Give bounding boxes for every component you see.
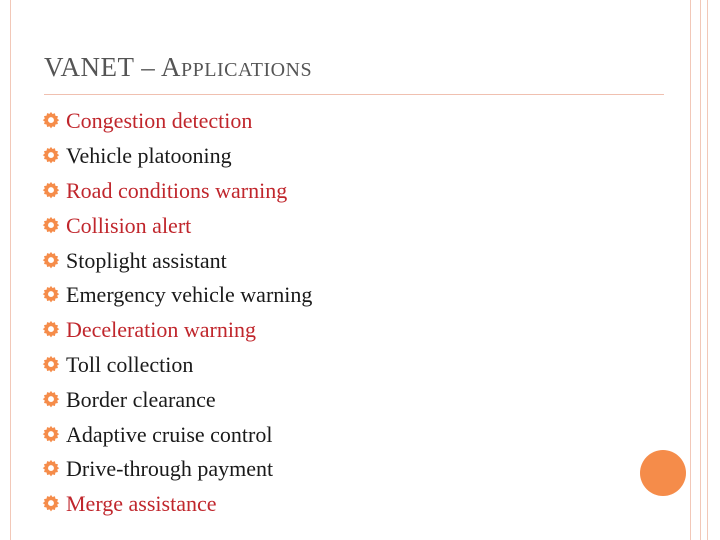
bullet-text: Stoplight assistant <box>66 247 227 273</box>
gear-icon <box>40 145 62 167</box>
bullet-item <box>40 208 312 243</box>
bullet-item <box>40 348 312 383</box>
bullet-item <box>40 487 312 522</box>
gear-icon <box>40 284 62 306</box>
title-dash: – A <box>134 52 182 82</box>
title-main: VANET <box>44 52 135 82</box>
bullet-text: Toll collection <box>66 351 194 377</box>
decorative-line <box>690 0 691 540</box>
bullet-text: Collision alert <box>66 212 192 238</box>
left-frame-line <box>10 0 11 540</box>
bullet-text: Merge assistance <box>66 491 217 517</box>
gear-icon <box>40 110 62 132</box>
bullet-item <box>40 139 312 174</box>
gear-icon <box>40 424 62 446</box>
bullet-text: Adaptive cruise control <box>66 421 273 447</box>
decorative-line <box>700 0 701 540</box>
bullet-text: Vehicle platooning <box>66 143 232 169</box>
bullet-item <box>40 417 312 452</box>
decorative-line <box>707 0 708 540</box>
bullet-text: Emergency vehicle warning <box>66 282 313 308</box>
slide-title <box>44 52 312 83</box>
bullet-text: Road conditions warning <box>66 177 288 203</box>
gear-icon <box>40 354 62 376</box>
accent-circle <box>640 450 686 496</box>
bullet-text: Congestion detection <box>66 108 253 134</box>
gear-icon <box>40 250 62 272</box>
bullet-list <box>40 104 312 522</box>
gear-icon <box>40 180 62 202</box>
bullet-text: Deceleration warning <box>66 317 256 343</box>
bullet-item <box>40 382 312 417</box>
bullet-item <box>40 104 312 139</box>
gear-icon <box>40 389 62 411</box>
gear-icon <box>40 493 62 515</box>
bullet-text: Drive-through payment <box>66 456 274 482</box>
title-smallcaps: PPLICATIONS <box>181 59 313 81</box>
bullet-item <box>40 452 312 487</box>
title-underline <box>44 94 664 95</box>
bullet-item <box>40 278 312 313</box>
gear-icon <box>40 215 62 237</box>
gear-icon <box>40 458 62 480</box>
bullet-text: Border clearance <box>66 386 216 412</box>
bullet-item <box>40 174 312 209</box>
bullet-item <box>40 243 312 278</box>
gear-icon <box>40 319 62 341</box>
bullet-item <box>40 313 312 348</box>
